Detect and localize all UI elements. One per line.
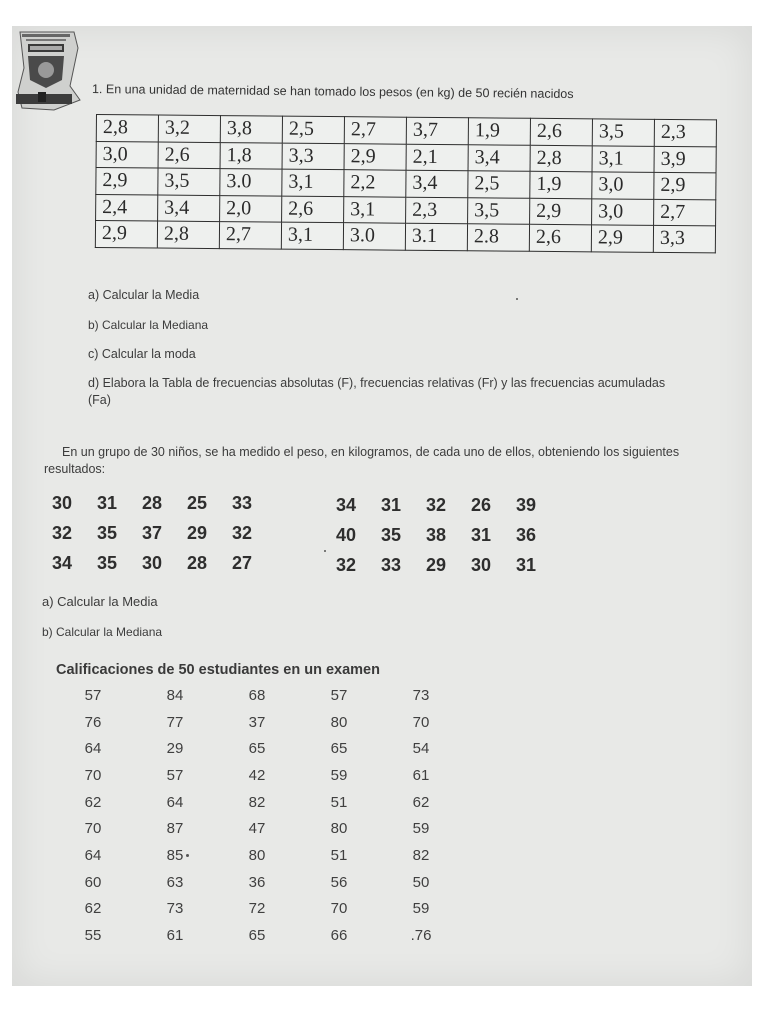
weight-value: 37 [142,522,163,543]
grade-value: 64 [84,740,102,758]
weights-table-cell: 2,9 [95,221,157,248]
weights-row [336,490,561,520]
grade-value: 42 [248,766,266,784]
weight-value: 32 [52,522,73,543]
weights-table-cell: 2,9 [344,143,406,170]
weights-table-cell: 2,6 [529,224,591,251]
grade-value: 65 [330,740,348,758]
grade-value: 73 [412,686,430,704]
weight-value: 33 [381,554,402,575]
grade-value: 57 [166,766,184,784]
weights-table-cell: 2,9 [530,198,592,225]
weights-table-cell: 2,9 [591,225,653,252]
grades-row [52,842,462,869]
grade-value: 47 [248,820,266,838]
school-crest-icon [14,28,88,112]
grades-row [52,896,462,923]
grade-value: 76 [84,713,102,731]
weights-table-cell: 3,1 [282,169,344,196]
grade-value: 84 [166,686,184,704]
weight-value: 30 [142,552,163,573]
weights-table-cell: 3,0 [96,141,158,168]
weight-value: 29 [187,522,208,543]
weight-value: 29 [426,554,447,575]
grade-value: 61 [166,927,184,945]
grade-value: 36 [248,873,266,891]
grade-value: 82 [412,846,430,864]
weights-table-cell: 3,5 [592,119,654,146]
weight-value: 31 [516,554,537,575]
grade-value: 51 [330,793,348,811]
weight-value: 38 [426,524,447,545]
grade-value: 51 [330,846,348,864]
weights-table-cell: 3,2 [158,115,220,142]
grade-value: 65 [248,927,266,945]
weights-table-cell: 3,0 [592,172,654,199]
exercise2-intro: En un grupo de 30 niños, se ha medido el peso, en kilogramos, de cada uno de ellos, obteniendo los siguientes resultados: [44,445,680,476]
weights-table-cell: 2,1 [406,144,468,171]
weights-row [336,520,561,550]
weight-value: 28 [142,492,163,513]
ex2-question-a: a) Calcular la Media [42,594,158,609]
weights-table-cell: 2,6 [158,142,220,169]
grade-value: 70 [412,713,430,731]
grade-value: 65 [248,740,266,758]
weight-value: 28 [187,552,208,573]
weights-table-cell: 2,7 [654,199,716,226]
grade-value: 61 [412,766,430,784]
grades-row [52,789,462,816]
grade-value: 80 [330,713,348,731]
grade-value: 72 [248,900,266,918]
grade-value: 63 [166,873,184,891]
ink-speck [186,854,189,857]
grade-value: 59 [412,900,430,918]
grades-row [52,922,462,949]
weight-value: 31 [97,492,118,513]
weights-table-cell: 2,7 [344,117,406,144]
weights-table-cell: 3,1 [344,196,406,223]
weights-table-cell: 3,5 [158,168,220,195]
weight-value: 31 [381,494,402,515]
weights-table-cell: 3,4 [406,170,468,197]
weights-table-cell: 3.0 [343,223,405,250]
weights-table-cell: 3,4 [158,195,220,222]
grade-value: 85 [166,846,184,864]
weight-value: 40 [336,524,357,545]
weights-table-cell: 1,9 [530,171,592,198]
weight-value: 35 [381,524,402,545]
weights-table-cell: 3,3 [653,225,715,252]
weights-table-cell: 3,5 [468,197,530,224]
grade-value: 64 [166,793,184,811]
weights-row [336,550,561,580]
weights-table-cell: 2,6 [282,196,344,223]
weights-group-right [336,490,561,580]
grade-value: 62 [84,793,102,811]
weights-table-cell: 2,8 [530,145,592,172]
worksheet-page [12,26,752,986]
grade-value: 73 [166,900,184,918]
weight-value: 27 [232,552,253,573]
weight-value: 26 [471,494,492,515]
grade-value: 68 [248,686,266,704]
weights-table-cell: 3,1 [592,145,654,172]
weights-table-cell: 2,5 [282,116,344,143]
grade-value: 54 [412,740,430,758]
grade-value: 80 [330,820,348,838]
ex2-question-b: b) Calcular la Mediana [42,625,163,639]
weights-table-cell: 2,6 [530,118,592,145]
weight-value: 34 [52,552,73,573]
ex1-question-c: c) Calcular la moda [88,347,196,361]
weights-table-cell: 3,0 [592,198,654,225]
grade-value: 70 [84,766,102,784]
ink-speck [516,298,518,300]
weights-table-cell: 2,9 [654,172,716,199]
grades-row [52,869,462,896]
grade-value: 60 [84,873,102,891]
weights-table-cell: 3,8 [220,116,282,143]
weight-value: 32 [336,554,357,575]
weights-table-cell: 2,0 [220,195,282,222]
weights-table-cell: 3,4 [468,144,530,171]
weight-value: 30 [471,554,492,575]
weight-value: 31 [471,524,492,545]
grade-value: 87 [166,820,184,838]
ex1-question-b: b) Calcular la Mediana [88,318,209,332]
weight-value: 39 [516,494,537,515]
grade-value: 55 [84,927,102,945]
weights-table-cell: 3,9 [654,146,716,173]
grades-grid [52,682,462,949]
ink-speck [324,550,326,552]
weight-value: 33 [232,492,253,513]
grade-value: 57 [330,686,348,704]
weight-value: 30 [52,492,73,513]
grades-title: Calificaciones de 50 estudiantes en un examen [56,662,380,678]
grade-value: 62 [84,900,102,918]
weight-value: 36 [516,524,537,545]
weights-table-cell: 1,9 [468,118,530,145]
grade-value: 64 [84,846,102,864]
grade-value: 29 [166,740,184,758]
weight-value: 35 [97,552,118,573]
weights-table-cell: 2,2 [344,170,406,197]
grade-value: 77 [166,713,184,731]
grade-value: 37 [248,713,266,731]
grades-row [52,735,462,762]
grade-value: 59 [330,766,348,784]
weights-table-cell: 2,5 [468,171,530,198]
grade-value: 80 [248,846,266,864]
grade-value: 70 [84,820,102,838]
weight-value: 25 [187,492,208,513]
weight-value: 32 [426,494,447,515]
weights-table-cell: 2,3 [406,197,468,224]
grade-value: 59 [412,820,430,838]
grade-value: 57 [84,686,102,704]
weights-table-cell: 3,1 [281,222,343,249]
grade-value: 50 [412,873,430,891]
weight-value: 35 [97,522,118,543]
weights-table-cell: 3,7 [406,117,468,144]
ex1-question-a: a) Calcular la Media [88,288,200,302]
weights-row [52,488,277,518]
grades-row [52,709,462,736]
weights-table-cell: 2,7 [219,222,281,249]
weights-table-cell: 2.8 [467,224,529,251]
weights-table-cell: 2,9 [96,168,158,195]
weights-table [95,114,717,253]
grades-row [52,762,462,789]
weights-table-cell: 3.0 [220,169,282,196]
weights-group-left [52,488,277,578]
grades-row [52,682,462,709]
grade-value: 66 [330,927,348,945]
weights-table-cell: 2,8 [96,115,158,142]
weights-table-cell: 2,8 [157,221,219,248]
grades-row [52,815,462,842]
weight-value: 32 [232,522,253,543]
weights-row [52,548,277,578]
weights-table-cell: 3.1 [405,223,467,250]
grade-value: 82 [248,793,266,811]
grade-value: 56 [330,873,348,891]
grade-value: 70 [330,900,348,918]
weights-table-row [95,221,715,253]
weights-table-cell: 2,3 [654,119,716,146]
grade-value: 62 [412,793,430,811]
weights-row [52,518,277,548]
exercise1-title: 1. En una unidad de maternidad se han tomado los pesos (en kg) de 50 recién nacidos [91,82,574,102]
weights-table-cell: 1,8 [220,142,282,169]
weights-table-cell: 2,4 [96,194,158,221]
weights-table-cell: 3,3 [282,143,344,170]
ex1-question-d: d) Elabora la Tabla de frecuencias absolutas (F), frecuencias relativas (Fr) y las frecuencias acumuladas (Fa) [88,376,666,407]
weight-value: 34 [336,494,357,515]
grade-value: .76 [410,927,432,945]
